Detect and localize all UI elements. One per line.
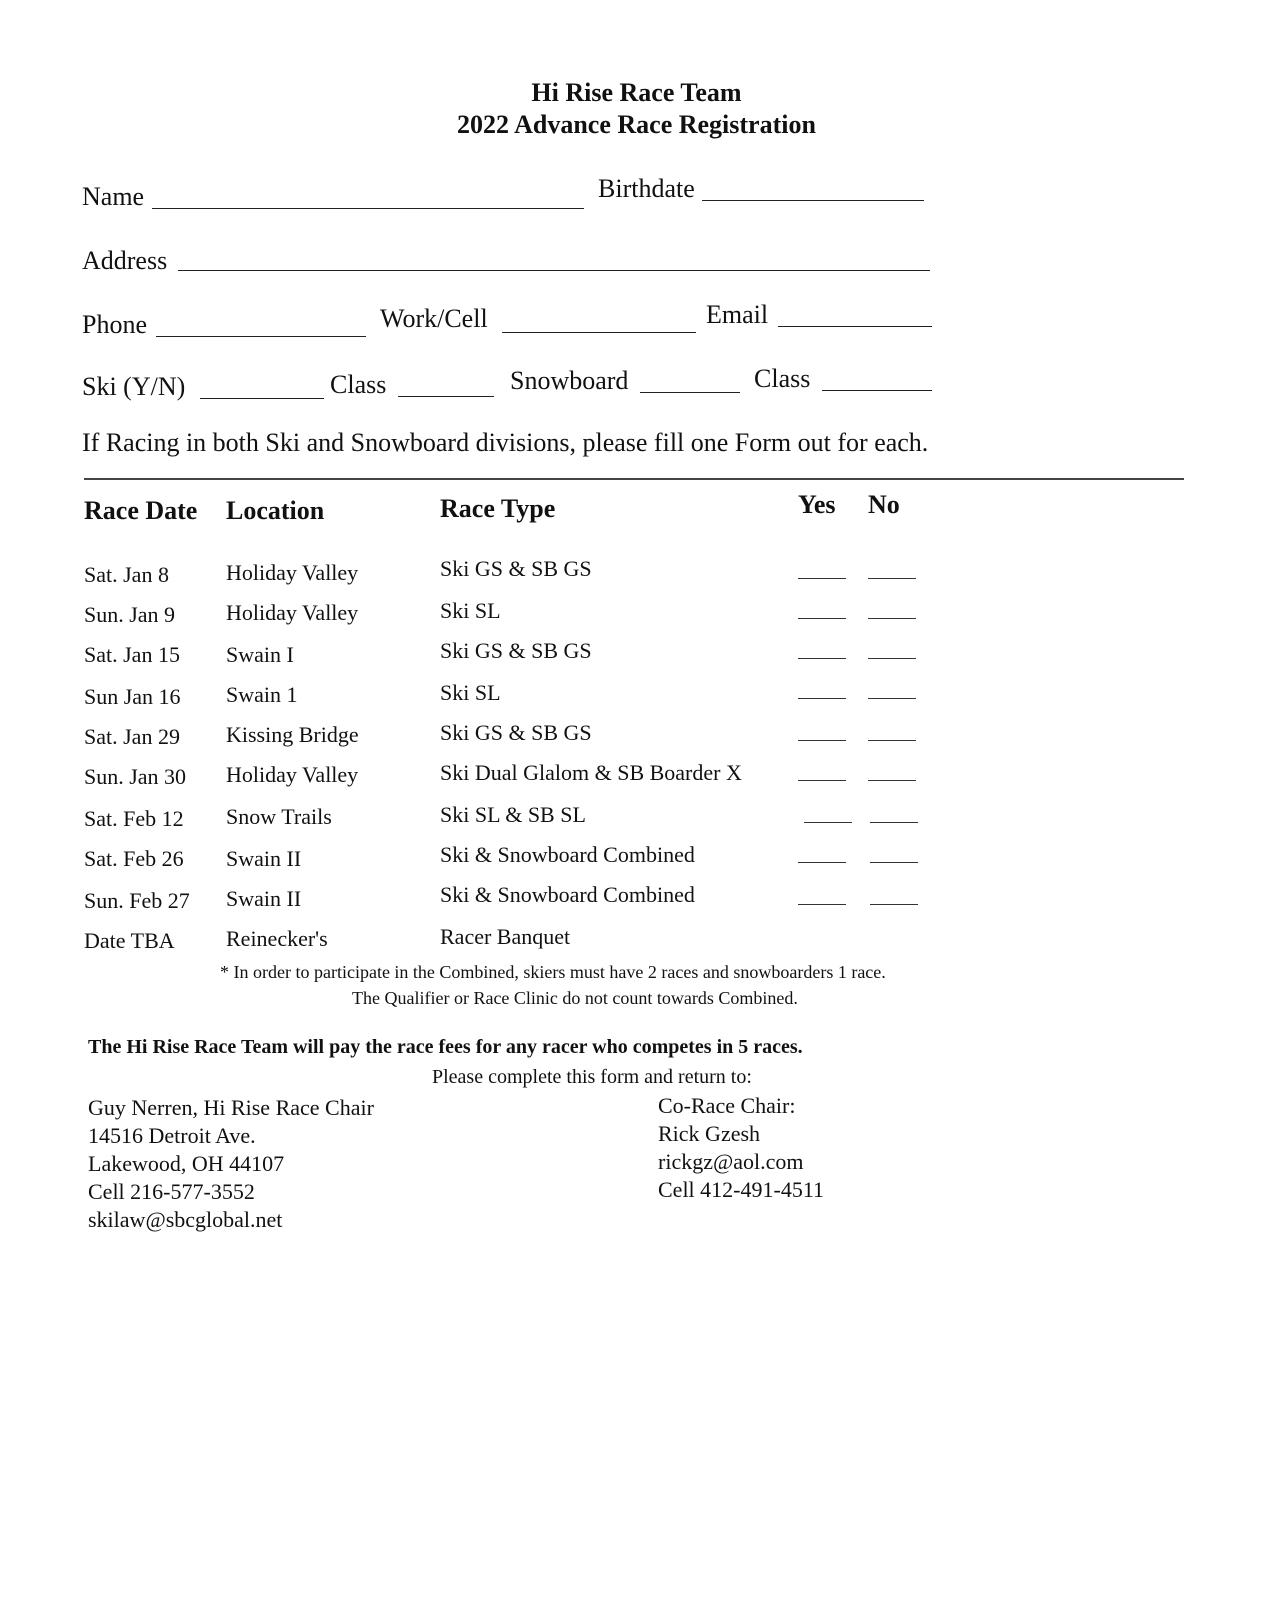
race-date: Sun. Jan 9 [84, 602, 176, 627]
snowboard-label: Snowboard [510, 366, 629, 395]
no-blank[interactable] [870, 862, 918, 863]
return-instruction: Please complete this form and return to: [432, 1066, 752, 1088]
yes-blank[interactable] [798, 780, 846, 781]
race-date: Sat. Feb 26 [84, 846, 184, 871]
yes-blank[interactable] [798, 578, 846, 579]
chair-phone: Cell 216-577-3552 [88, 1179, 255, 1204]
email-label: Email [706, 300, 769, 329]
yes-blank[interactable] [798, 658, 846, 659]
instruction-text: If Racing in both Ski and Snowboard divisions, please fill one Form out for each. [82, 428, 929, 457]
race-type: Ski GS & SB GS [440, 638, 592, 663]
yes-blank[interactable] [798, 862, 846, 863]
ski-class-field[interactable] [398, 396, 494, 397]
no-blank[interactable] [868, 698, 916, 699]
phone-field[interactable] [156, 336, 366, 337]
header-race-date: Race Date [84, 496, 198, 525]
race-type: Ski & Snowboard Combined [440, 842, 695, 867]
snowboard-field[interactable] [640, 392, 740, 393]
yes-blank[interactable] [798, 740, 846, 741]
co-chair-title: Co-Race Chair: [658, 1093, 796, 1118]
race-location: Swain 1 [226, 682, 298, 707]
race-date: Date TBA [84, 928, 175, 953]
race-type: Ski & Snowboard Combined [440, 882, 695, 907]
race-location: Holiday Valley [226, 560, 359, 585]
race-type: Ski Dual Glalom & SB Boarder X [440, 760, 742, 785]
race-date: Sat. Jan 8 [84, 562, 169, 587]
no-blank[interactable] [868, 658, 916, 659]
email-field[interactable] [778, 326, 932, 327]
form-title: 2022 Advance Race Registration [457, 110, 816, 139]
chair-city: Lakewood, OH 44107 [88, 1151, 285, 1176]
yes-blank[interactable] [804, 822, 852, 823]
race-type: Ski GS & SB GS [440, 556, 592, 581]
race-location: Reinecker's [226, 926, 328, 951]
no-blank[interactable] [870, 822, 918, 823]
race-date: Sun. Jan 30 [84, 764, 187, 789]
chair-name: Guy Nerren, Hi Rise Race Chair [88, 1095, 374, 1120]
race-date: Sat. Jan 15 [84, 642, 180, 667]
address-field[interactable] [178, 270, 930, 271]
ski-field[interactable] [200, 398, 324, 399]
race-date: Sat. Jan 29 [84, 724, 180, 749]
race-location: Holiday Valley [226, 600, 359, 625]
no-blank[interactable] [868, 578, 916, 579]
race-location: Swain II [226, 886, 302, 911]
yes-blank[interactable] [798, 904, 846, 905]
yes-blank[interactable] [798, 618, 846, 619]
race-location: Swain I [226, 642, 294, 667]
section-divider [84, 478, 1184, 480]
race-type: Ski SL [440, 680, 501, 705]
ski-class-label: Class [330, 370, 387, 399]
race-date: Sat. Feb 12 [84, 806, 184, 831]
header-no: No [868, 490, 900, 519]
race-type: Ski GS & SB GS [440, 720, 592, 745]
no-blank[interactable] [868, 618, 916, 619]
address-label: Address [82, 246, 168, 275]
chair-email: skilaw@sbcglobal.net [88, 1207, 283, 1232]
ski-label: Ski (Y/N) [82, 372, 186, 401]
phone-label: Phone [82, 310, 147, 339]
race-chair-block [88, 1094, 374, 1234]
race-location: Holiday Valley [226, 762, 359, 787]
header-yes: Yes [798, 490, 836, 519]
no-blank[interactable] [870, 904, 918, 905]
fee-statement: The Hi Rise Race Team will pay the race fees for any racer who competes in 5 races. [88, 1036, 803, 1058]
name-label: Name [82, 182, 145, 211]
work-cell-label: Work/Cell [380, 304, 488, 333]
race-location: Kissing Bridge [226, 722, 359, 747]
race-type: Racer Banquet [440, 924, 571, 949]
name-field[interactable] [152, 208, 584, 209]
snowboard-class-field[interactable] [822, 390, 932, 391]
combined-note-1: * In order to participate in the Combined, skiers must have 2 races and snowboarders 1 race. [220, 962, 886, 982]
race-location: Swain II [226, 846, 302, 871]
birthdate-label: Birthdate [598, 174, 695, 203]
snowboard-class-label: Class [754, 364, 811, 393]
co-chair-email: rickgz@aol.com [658, 1149, 804, 1174]
chair-street: 14516 Detroit Ave. [88, 1123, 256, 1148]
race-date: Sun. Feb 27 [84, 888, 190, 913]
yes-blank[interactable] [798, 698, 846, 699]
race-date: Sun Jan 16 [84, 684, 181, 709]
race-type: Ski SL [440, 598, 501, 623]
race-type: Ski SL & SB SL [440, 802, 586, 827]
no-blank[interactable] [868, 780, 916, 781]
work-cell-field[interactable] [502, 332, 696, 333]
header-location: Location [226, 496, 325, 525]
combined-note-2: The Qualifier or Race Clinic do not count towards Combined. [352, 988, 798, 1008]
race-location: Snow Trails [226, 804, 332, 829]
co-chair-name: Rick Gzesh [658, 1121, 761, 1146]
no-blank[interactable] [868, 740, 916, 741]
birthdate-field[interactable] [702, 200, 924, 201]
team-title: Hi Rise Race Team [531, 78, 742, 107]
co-chair-phone: Cell 412-491-4511 [658, 1177, 824, 1202]
co-race-chair-block [658, 1092, 824, 1204]
header-race-type: Race Type [440, 494, 556, 523]
